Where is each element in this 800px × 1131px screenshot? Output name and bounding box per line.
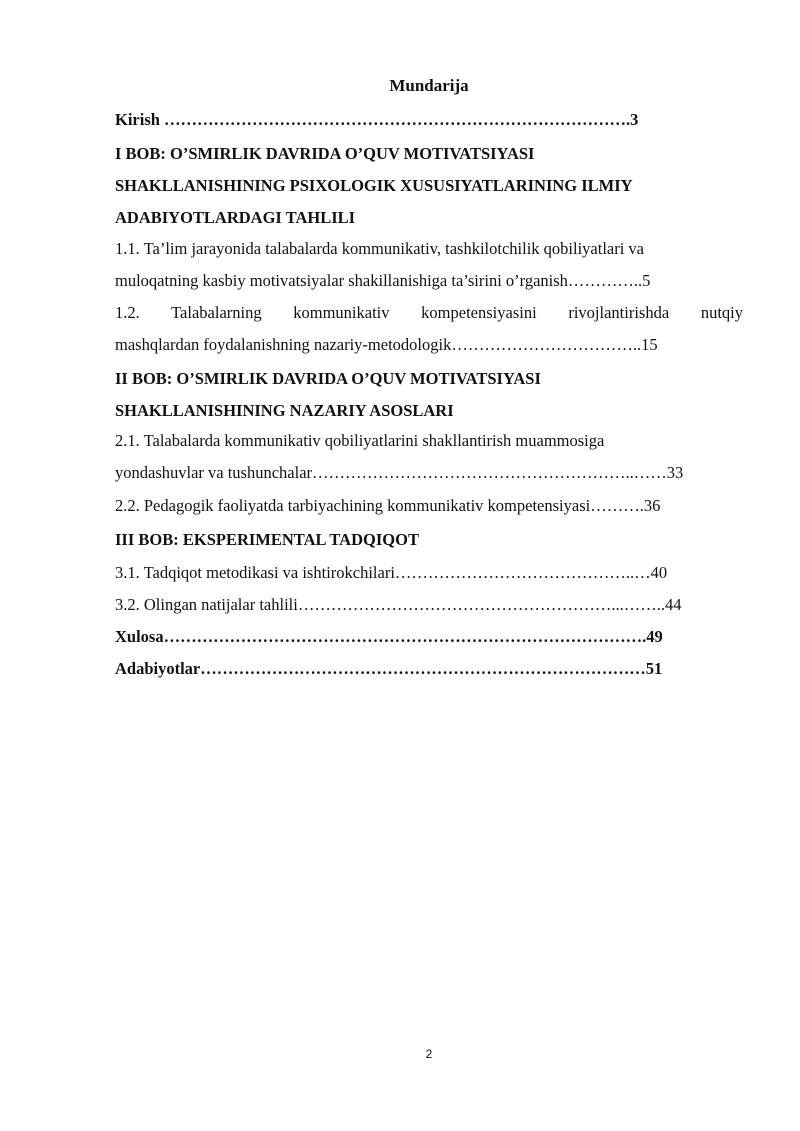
toc-chapter-2-line-1: II BOB: O’SMIRLIK DAVRIDA O’QUV MOTIVATSIYASI — [115, 369, 541, 388]
toc-chapter-1-line-1: I BOB: O’SMIRLIK DAVRIDA O’QUV MOTIVATSIYASI — [115, 144, 535, 163]
toc-entry-adabiyotlar: Adabiyotlar………………………………………………………………………51 — [115, 659, 663, 678]
toc-section-1-2-line-2: mashqlardan foydalanishning nazariy-metodologik……………………………..15 — [115, 335, 658, 354]
page-title: Mundarija — [389, 76, 469, 95]
page-number: 2 — [425, 1047, 433, 1061]
toc-section-3-2: 3.2. Olingan natijalar tahlili…………………………………………………...……..44 — [115, 595, 682, 614]
toc-section-3-1: 3.1. Tadqiqot metodikasi va ishtirokchilari……………………………………..…40 — [115, 563, 668, 582]
toc-section-1-1-line-2: muloqatning kasbiy motivatsiyalar shakillanishiga ta’sirini o’rganish…………..5 — [115, 271, 651, 290]
toc-section-2-1-line-2: yondashuvlar va tushunchalar…………………………………………………..……33 — [115, 463, 684, 482]
toc-section-1-2-line-1: 1.2. Talabalarning kommunikativ kompetensiyasini rivojlantirishda nutqiy — [115, 303, 743, 322]
toc-chapter-2-line-2: SHAKLLANISHINING NAZARIY ASOSLARI — [115, 401, 454, 420]
toc-entry-kirish: Kirish ………………………………………………………………………….3 — [115, 110, 639, 129]
toc-section-1-1-line-1: 1.1. Ta’lim jarayonida talabalarda kommunikativ, tashkilotchilik qobiliyatlari va — [115, 239, 644, 258]
toc-chapter-3: III BOB: EKSPERIMENTAL TADQIQOT — [115, 530, 419, 549]
toc-section-2-2: 2.2. Pedagogik faoliyatda tarbiyachining kommunikativ kompetensiyasi……….36 — [115, 496, 661, 515]
toc-chapter-1-line-3: ADABIYOTLARDAGI TAHLILI — [115, 208, 356, 227]
toc-section-2-1-line-1: 2.1. Talabalarda kommunikativ qobiliyatlarini shakllantirish muammosiga — [115, 431, 605, 450]
toc-entry-xulosa: Xulosa…………………………………………………………………………….49 — [115, 627, 663, 646]
toc-chapter-1-line-2: SHAKLLANISHINING PSIXOLOGIK XUSUSIYATLARINING ILMIY — [115, 176, 633, 195]
